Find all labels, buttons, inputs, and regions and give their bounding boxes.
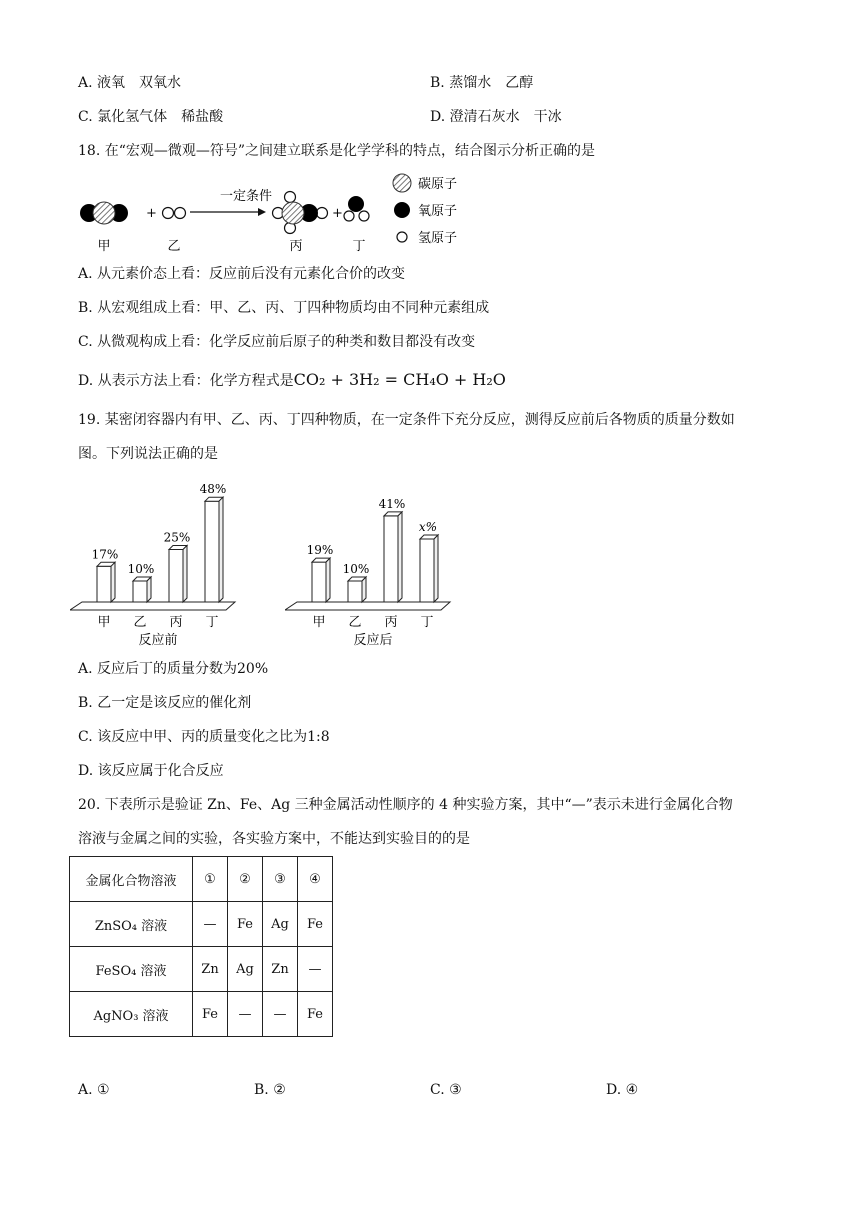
chart-data-label: 25% — [163, 530, 191, 545]
q18-stem: 18. 在“宏观—微观—符号”之间建立联系是化学学科的特点，结合图示分析正确的是 — [78, 143, 596, 159]
table-cell: Fe — [228, 902, 263, 947]
table-cell: — — [263, 992, 298, 1037]
q20-stem-line1: 20. 下表所示是验证 Zn、Fe、Ag 三种金属活动性顺序的 4 种实验方案，其中“—”表示未进行金属化合物 — [78, 797, 733, 813]
label-yi: 乙 — [167, 239, 181, 254]
plus-sign-1: + — [146, 206, 157, 221]
table-header-cell: ④ — [298, 857, 333, 902]
chart-bar — [97, 562, 115, 602]
chart-data-label: 19% — [306, 543, 334, 558]
chart-category-label: 乙 — [348, 615, 362, 630]
reaction-diagram — [70, 170, 490, 260]
label-ding: 丁 — [352, 239, 366, 254]
chart-category-label: 甲 — [312, 615, 326, 630]
table-row — [70, 947, 333, 992]
legend — [393, 174, 457, 246]
table-header-row — [70, 857, 333, 902]
arrow-right-icon — [190, 208, 266, 216]
molecule-yi — [163, 208, 186, 219]
table-row-label: AgNO₃ 溶液 — [70, 992, 193, 1037]
molecule-bing — [273, 192, 328, 234]
chart-floor — [70, 602, 235, 610]
legend-hydrogen: 氢原子 — [418, 231, 458, 246]
q20-option-c[interactable]: C. ③ — [430, 1082, 462, 1098]
table-row-label: ZnSO₄ 溶液 — [70, 902, 193, 947]
table-cell: Fe — [193, 992, 228, 1037]
q20-option-b[interactable]: B. ② — [254, 1082, 286, 1098]
chemical-equation: CO₂ + 3H₂ = CH₄O + H₂O — [293, 370, 506, 389]
q19-stem-line1: 19. 某密闭容器内有甲、乙、丙、丁四种物质，在一定条件下充分反应，测得反应前后各物质的质量分数如 — [78, 412, 735, 428]
q19-stem-line2: 图。下列说法正确的是 — [78, 446, 218, 462]
chart-title: 反应前 — [138, 633, 178, 648]
q19-option-c[interactable]: C. 该反应中甲、丙的质量变化之比为1:8 — [78, 729, 330, 745]
table-header-cell: ③ — [263, 857, 298, 902]
legend-carbon: 碳原子 — [418, 177, 458, 192]
chart-category-label: 丁 — [205, 615, 219, 630]
plus-sign-2: + — [332, 206, 343, 221]
table-row — [70, 992, 333, 1037]
table-cell: Fe — [298, 902, 333, 947]
q17-option-a[interactable]: A. 液氧 双氧水 — [78, 75, 182, 91]
table-cell: — — [298, 947, 333, 992]
q18-option-d-text: D. 从表示方法上看：化学方程式是 — [78, 373, 294, 389]
table-cell: — — [228, 992, 263, 1037]
table-header-cell: ② — [228, 857, 263, 902]
q20-option-d[interactable]: D. ④ — [606, 1082, 639, 1098]
table-header-cell: ① — [193, 857, 228, 902]
chart-title: 反应后 — [353, 633, 393, 648]
table-cell: Ag — [263, 902, 298, 947]
chart-data-label: 17% — [91, 547, 119, 562]
chart-data-label: x% — [418, 520, 438, 534]
chart-bar — [169, 546, 187, 603]
q18-option-c[interactable]: C. 从微观构成上看：化学反应前后原子的种类和数目都没有改变 — [78, 334, 476, 350]
table-cell: Fe — [298, 992, 333, 1037]
chart-bar — [420, 535, 438, 602]
table-cell: Zn — [263, 947, 298, 992]
chart-category-label: 丙 — [169, 615, 183, 630]
chart-bar — [384, 512, 402, 602]
chart-category-label: 丙 — [384, 615, 398, 630]
table-row — [70, 902, 333, 947]
q20-stem-line2: 溶液与金属之间的实验，各实验方案中，不能达到实验目的的是 — [78, 831, 470, 847]
chart-data-label: 48% — [199, 482, 227, 497]
chart-bar — [133, 577, 151, 602]
table-cell: Zn — [193, 947, 228, 992]
table-cell: Ag — [228, 947, 263, 992]
q18-option-b[interactable]: B. 从宏观组成上看：甲、乙、丙、丁四种物质均由不同种元素组成 — [78, 300, 490, 316]
q19-option-a[interactable]: A. 反应后丁的质量分数为20% — [78, 661, 269, 677]
table-header-cell: 金属化合物溶液 — [70, 857, 193, 902]
chart-data-label: 41% — [378, 496, 406, 511]
q19-option-b[interactable]: B. 乙一定是该反应的催化剂 — [78, 695, 252, 711]
table-row-label: FeSO₄ 溶液 — [70, 947, 193, 992]
experiment-table — [69, 856, 333, 1037]
chart-data-label: 10% — [342, 562, 370, 576]
legend-oxygen: 氧原子 — [418, 204, 458, 219]
chart-category-label: 丁 — [420, 615, 434, 630]
chart-bar — [205, 497, 223, 602]
label-jia: 甲 — [97, 239, 111, 254]
reaction-condition: 一定条件 — [220, 189, 273, 204]
q19-option-d[interactable]: D. 该反应属于化合反应 — [78, 763, 224, 779]
table-cell: — — [193, 902, 228, 947]
bar-chart-before — [70, 470, 250, 650]
chart-category-label: 甲 — [97, 615, 111, 630]
molecule-jia — [80, 202, 128, 224]
chart-data-label: 10% — [127, 562, 155, 576]
label-bing: 丙 — [289, 239, 303, 254]
chart-bar — [348, 577, 366, 602]
q18-option-a[interactable]: A. 从元素价态上看：反应前后没有元素化合价的改变 — [78, 266, 406, 282]
q17-option-d[interactable]: D. 澄清石灰水 干冰 — [430, 109, 562, 125]
chart-bar — [312, 558, 330, 602]
chart-category-label: 乙 — [133, 615, 147, 630]
bar-chart-after — [285, 470, 465, 650]
molecule-ding — [344, 196, 369, 221]
q17-option-c[interactable]: C. 氯化氢气体 稀盐酸 — [78, 109, 224, 125]
chart-floor — [285, 602, 450, 610]
q17-option-b[interactable]: B. 蒸馏水 乙醇 — [430, 75, 534, 91]
q20-option-a[interactable]: A. ① — [78, 1082, 110, 1098]
q18-option-d[interactable] — [78, 370, 506, 391]
